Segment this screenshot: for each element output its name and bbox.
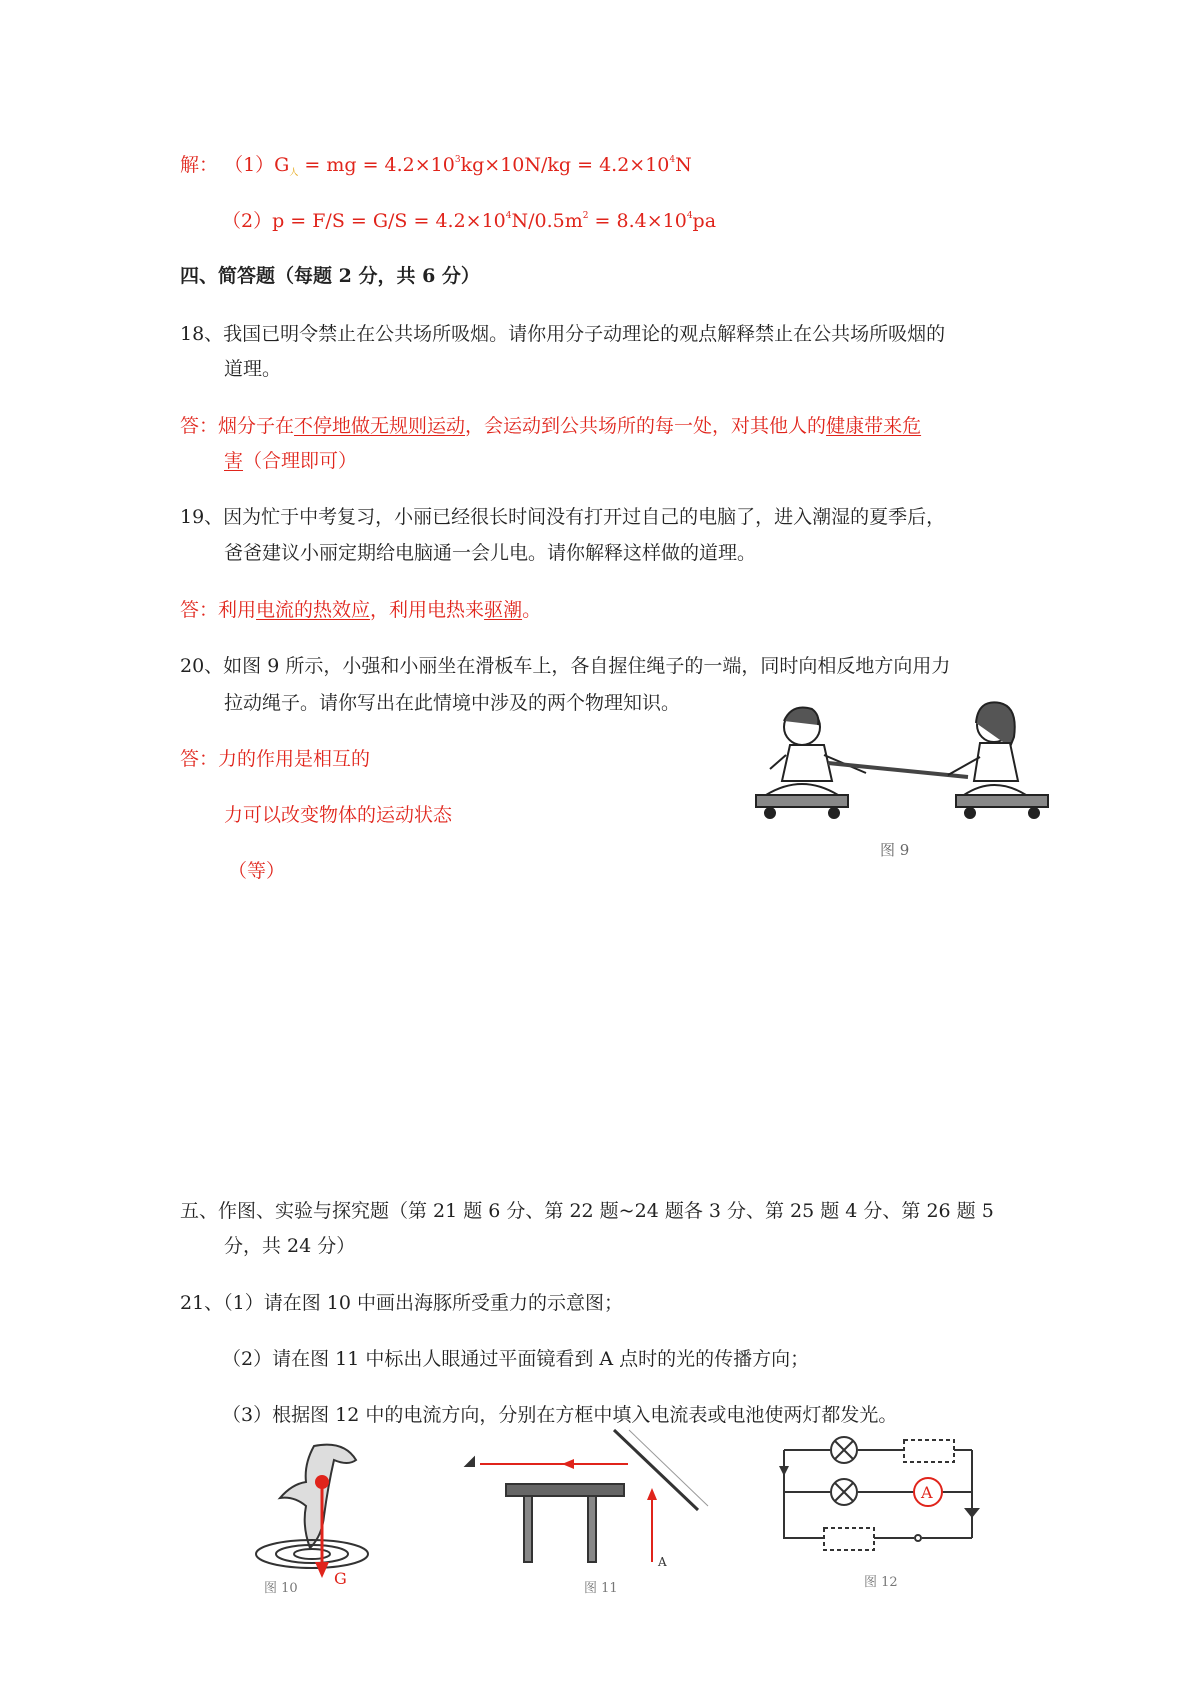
q19-line-1: 19、因为忙于中考复习，小丽已经很长时间没有打开过自己的电脑了，进入潮湿的夏季后， [180,506,946,528]
figure-9-caption: 图 9 [880,841,910,859]
figure-12-circuit [784,1437,972,1550]
figure-11-caption: 图 11 [584,1581,618,1596]
section-4-title: 四、简答题（每题 2 分，共 6 分） [180,265,480,287]
q18-line-1: 18、我国已明令禁止在公共场所吸烟。请你用分子动理论的观点解释禁止在公共场所吸烟的 [180,323,946,345]
figure-11-point-label: A [658,1555,667,1569]
q21-line-2: （2）请在图 11 中标出人眼通过平面镜看到 A 点时的光的传播方向； [222,1348,810,1370]
q20-answer-1: 答：力的作用是相互的 [180,748,371,770]
figure-10-dolphin [256,1445,368,1568]
figures-10-12-drawing [244,1426,1004,1596]
figure-11-arrow-up [647,1488,657,1500]
figure-12-caption: 图 12 [864,1575,898,1590]
q21-line-3: （3）根据图 12 中的电流方向，分别在方框中填入电流表或电池使两灯都发光。 [222,1404,898,1426]
solution-line-1: 解： $(1)G_人$ = mg = $4.2\times 10^3kg\times 10N/kg = 4.2\times 10^4N$ [180,154,692,178]
figure-12-arrow-right [964,1508,980,1518]
figure-12-ammeter-label: A [921,1483,933,1502]
figure-11-drawing [466,1430,708,1562]
q18-line-2: 道理。 [224,358,282,380]
figure-12-arrow-left [779,1466,789,1476]
figures-10-12 [244,1426,1004,1596]
q18-answer-line-1: 答：烟分子在不停地做无规则运动，会运动到公共场所的每一处，对其他人的健康带来危 [180,415,922,437]
q19-answer: 答：利用电流的热效应，利用电热来驱潮。 [180,599,542,621]
section-5-line-2: 分，共 24 分） [224,1235,356,1257]
q20-answer-3: （等） [228,860,286,882]
q20-answer-2: 力可以改变物体的运动状态 [224,804,453,826]
q21-line-1: 21、（1）请在图 10 中画出海豚所受重力的示意图； [180,1292,624,1314]
solution-line-2: $(2)p = F/S = G/S = 4.2\times 10^4N/0.5m^2 = 8.4\times 10^4pa$ [222,210,717,232]
section-5-line-1: 五、作图、实验与探究题（第 21 题 6 分、第 22 题~24 题各 3 分、第 25 题 4 分、第 26 题 5 [180,1200,994,1222]
q20-line-1: 20、如图 9 所示，小强和小丽坐在滑板车上，各自握住绳子的一端，同时向相反地方向用力 [180,655,951,677]
figure-10-caption: 图 10 [264,1581,298,1596]
q20-line-2: 拉动绳子。请你写出在此情境中涉及的两个物理知识。 [224,692,681,714]
q18-answer-line-2: 害（合理即可） [224,450,358,472]
figure-9 [742,677,1064,867]
figure-10-force-label: G [334,1569,347,1588]
figure-10-gravity-arrow [315,1562,329,1578]
q19-line-2: 爸爸建议小丽定期给电脑通一会儿电。请你解释这样做的道理。 [224,542,757,564]
